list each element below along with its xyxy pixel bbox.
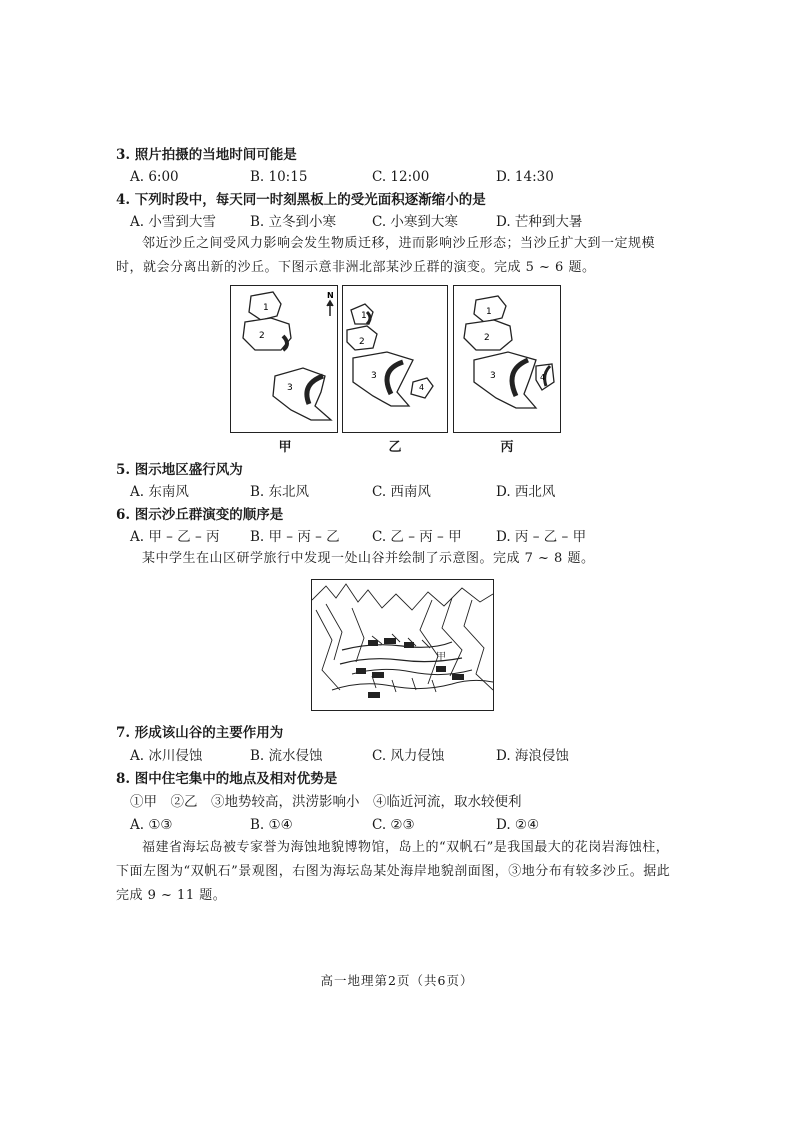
q3-option-c: C. 12:00 (372, 169, 430, 185)
q7-option-c: C. 风力侵蚀 (372, 748, 445, 764)
q7-stem: 7. 形成该山谷的主要作用为 (116, 725, 284, 741)
dune-label: 3 (371, 371, 377, 381)
dune-label: 1 (361, 311, 367, 321)
passage-haitan: 福建省海坛岛被专家誉为海蚀地貌博物馆，岛上的“双帆石”是我国最大的花岗岩海蚀柱，下面左图为“双帆石”景观图，右图为海坛岛某处海岸地貌剖面图，③地分布有较多沙丘。据此完成 9 ~ 11 题。 (116, 840, 671, 903)
q8-option-a: A. ①③ (130, 817, 173, 833)
q8-option-d: D. ②④ (496, 817, 540, 833)
q5-option-c: C. 西南风 (372, 484, 431, 500)
q4-stem: 4. 下列时段中，每天同一时刻黑板上的受光面积逐渐缩小的是 (116, 192, 486, 208)
dune-label: 2 (259, 331, 265, 341)
panel-label-bing: 丙 (500, 440, 514, 455)
valley-label-jia: 甲 (436, 652, 446, 663)
q8-option-c: C. ②③ (372, 817, 415, 833)
q8-stem: 8. 图中住宅集中的地点及相对优势是 (116, 771, 338, 787)
dune-label: 2 (484, 333, 490, 343)
q5-stem: 5. 图示地区盛行风为 (116, 462, 243, 478)
dune-label: 4 (540, 373, 546, 382)
q4-option-c: C. 小寒到大寒 (372, 214, 458, 230)
dune-label: 3 (287, 383, 293, 393)
q3-option-d: D. 14:30 (496, 169, 554, 185)
q8-option-b: B. ①④ (250, 817, 293, 833)
dune-label: 4 (419, 383, 425, 392)
q7-option-a: A. 冰川侵蚀 (130, 748, 203, 764)
north-label: N (327, 291, 334, 300)
q8-choices: ①甲 ②乙 ③地势较高，洪涝影响小 ④临近河流，取水较便利 (130, 794, 522, 810)
q3-option-a: A. 6:00 (130, 169, 179, 185)
panel-label-jia: 甲 (278, 440, 292, 455)
q3-option-b: B. 10:15 (250, 169, 308, 185)
q3-stem: 3. 照片拍摄的当地时间可能是 (116, 147, 297, 163)
dune-label: 3 (490, 371, 496, 381)
passage-valley: 某中学生在山区研学旅行中发现一处山谷并绘制了示意图。完成 7 ~ 8 题。 (142, 551, 595, 566)
q5-option-b: B. 东北风 (250, 484, 310, 500)
q4-option-b: B. 立冬到小寒 (250, 214, 337, 230)
north-arrow-icon (327, 301, 333, 316)
q6-option-d: D. 丙 – 乙 – 甲 (496, 529, 587, 545)
q6-stem: 6. 图示沙丘群演变的顺序是 (116, 507, 284, 523)
dune-label: 1 (263, 303, 269, 313)
dune-label: 2 (359, 337, 365, 347)
dune-panel-yi (342, 285, 448, 433)
dune-panel-jia (230, 285, 338, 433)
dune-panel-bing (453, 285, 561, 433)
q6-option-a: A. 甲 – 乙 – 丙 (130, 529, 220, 545)
q7-option-b: B. 流水侵蚀 (250, 748, 323, 764)
valley-sketch (311, 579, 494, 711)
dune-label: 1 (486, 307, 492, 317)
q4-option-a: A. 小雪到大雪 (130, 214, 216, 230)
panel-label-yi: 乙 (388, 440, 402, 455)
q5-option-d: D. 西北风 (496, 484, 556, 500)
q6-option-b: B. 甲 – 丙 – 乙 (250, 529, 340, 545)
passage-dunes: 邻近沙丘之间受风力影响会发生物质迁移，进而影响沙丘形态；当沙丘扩大到一定规模时，就会分离出新的沙丘。下图示意非洲北部某沙丘群的演变。完成 5 ~ 6 题。 (116, 236, 656, 275)
page-footer: 高一地理第2页（共6页） (320, 973, 474, 988)
q6-option-c: C. 乙 – 丙 – 甲 (372, 529, 462, 545)
q5-option-a: A. 东南风 (130, 484, 189, 500)
q7-option-d: D. 海浪侵蚀 (496, 748, 569, 764)
q4-option-d: D. 芒种到大暑 (496, 214, 583, 230)
